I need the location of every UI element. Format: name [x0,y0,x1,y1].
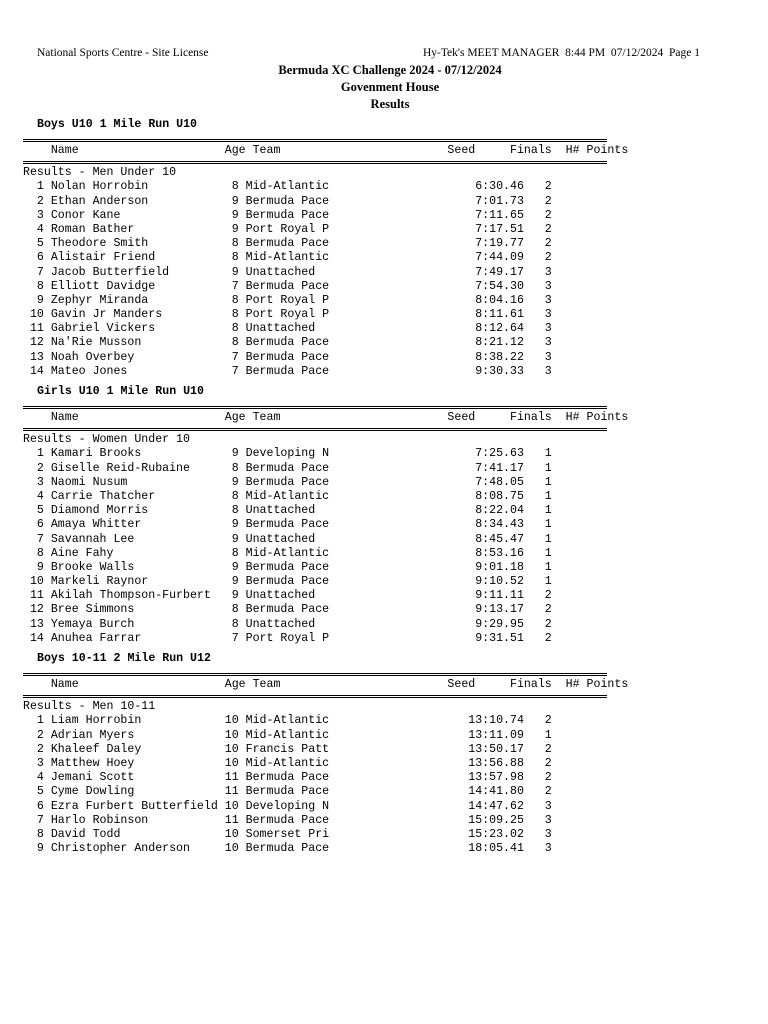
event-title: Girls U10 1 Mile Run U10 [37,385,204,398]
report-titles [0,62,768,113]
result-row: 13 Yemaya Burch 8 Unattached 9:29.95 2 [23,617,552,631]
result-row: 8 Elliott Davidge 7 Bermuda Pace 7:54.30 3 [23,279,552,293]
event-title: Boys 10-11 2 Mile Run U12 [37,652,211,665]
result-row: 12 Bree Simmons 8 Bermuda Pace 9:13.17 2 [23,603,552,617]
column-header-row: Name Age Team Seed Finals H# Points [23,144,629,157]
result-row: 11 Gabriel Vickers 8 Unattached 8:12.64 3 [23,322,552,336]
result-row: 9 Zephyr Miranda 8 Port Royal P 8:04.16 3 [23,293,552,307]
result-row: 5 Theodore Smith 8 Bermuda Pace 7:19.77 2 [23,237,552,251]
result-row: 2 Adrian Myers 10 Mid-Atlantic 13:11.09 1 [23,728,552,742]
result-row: 3 Conor Kane 9 Bermuda Pace 7:11.65 2 [23,208,552,222]
double-rule-divider [23,406,607,409]
results-document [23,116,628,858]
result-row: 2 Giselle Reid-Rubaine 8 Bermuda Pace 7:41.17 1 [23,461,552,475]
column-header-row: Name Age Team Seed Finals H# Points [23,411,629,424]
result-row: 4 Carrie Thatcher 8 Mid-Atlantic 8:08.75 1 [23,489,552,503]
result-row: 3 Matthew Hoey 10 Mid-Atlantic 13:56.88 2 [23,756,552,770]
result-row: 11 Akilah Thompson-Furbert 9 Unattached 9:11.11 2 [23,589,552,603]
event-title: Boys U10 1 Mile Run U10 [37,118,198,131]
result-row: 5 Cyme Dowling 11 Bermuda Pace 14:41.80 2 [23,785,552,799]
result-row: 4 Jemani Scott 11 Bermuda Pace 13:57.98 2 [23,771,552,785]
result-row: 5 Diamond Morris 8 Unattached 8:22.04 1 [23,504,552,518]
result-row: 13 Noah Overbey 7 Bermuda Pace 8:38.22 3 [23,350,552,364]
result-row: 7 Savannah Lee 9 Unattached 8:45.47 1 [23,532,552,546]
double-rule-divider [23,139,607,142]
result-row: 1 Kamari Brooks 9 Developing N 7:25.63 1 [23,447,552,461]
result-row: 10 Gavin Jr Manders 8 Port Royal P 8:11.61 3 [23,308,552,322]
result-row: 9 Brooke Walls 9 Bermuda Pace 9:01.18 1 [23,560,552,574]
event-section [23,383,628,646]
result-row: 4 Roman Bather 9 Port Royal P 7:17.51 2 [23,222,552,236]
double-rule-divider [23,161,607,164]
result-row: 14 Anuhea Farrar 7 Port Royal P 9:31.51 2 [23,631,552,645]
results-subheading: Results - Women Under 10 [23,433,190,447]
result-row: 7 Jacob Butterfield 9 Unattached 7:49.17 3 [23,265,552,279]
result-row: 6 Ezra Furbert Butterfield 10 Developing N 14:47.62 3 [23,799,552,813]
result-row: 10 Markeli Raynor 9 Bermuda Pace 9:10.52 1 [23,575,552,589]
results-subheading: Results - Men 10-11 [23,700,156,714]
result-row: 9 Christopher Anderson 10 Bermuda Pace 18:05.41 3 [23,842,552,856]
double-rule-divider [23,428,607,431]
result-row: 14 Mateo Jones 7 Bermuda Pace 9:30.33 3 [23,364,552,378]
license-text: National Sports Centre - Site License [37,47,209,59]
result-row: 8 David Todd 10 Somerset Pri 15:23.02 3 [23,827,552,841]
result-row: 2 Ethan Anderson 9 Bermuda Pace 7:01.73 2 [23,194,552,208]
double-rule-divider [23,695,607,698]
result-row: 7 Harlo Robinson 11 Bermuda Pace 15:09.25 3 [23,813,552,827]
result-row: 2 Khaleef Daley 10 Francis Patt 13:50.17 2 [23,742,552,756]
result-row: 6 Alistair Friend 8 Mid-Atlantic 7:44.09 2 [23,251,552,265]
result-row: 12 Na'Rie Musson 8 Bermuda Pace 8:21.12 3 [23,336,552,350]
results-subheading: Results - Men Under 10 [23,166,177,180]
result-row: 1 Nolan Horrobin 8 Mid-Atlantic 6:30.46 2 [23,180,552,194]
software-stamp: Hy-Tek's MEET MANAGER 8:44 PM 07/12/2024 Page 1 [422,47,700,59]
result-row: 6 Amaya Whitter 9 Bermuda Pace 8:34.43 1 [23,518,552,532]
report-title: Results [370,97,410,111]
result-row: 1 Liam Horrobin 10 Mid-Atlantic 13:10.74 2 [23,714,552,728]
column-header-row: Name Age Team Seed Finals H# Points [23,678,629,691]
venue-title: Govenment House [340,80,440,94]
event-section [23,116,628,379]
result-row: 8 Aine Fahy 8 Mid-Atlantic 8:53.16 1 [23,546,552,560]
double-rule-divider [23,673,607,676]
event-section [23,650,628,856]
meet-title: Bermuda XC Challenge 2024 - 07/12/2024 [278,63,502,77]
result-row: 3 Naomi Nusum 9 Bermuda Pace 7:48.05 1 [23,475,552,489]
